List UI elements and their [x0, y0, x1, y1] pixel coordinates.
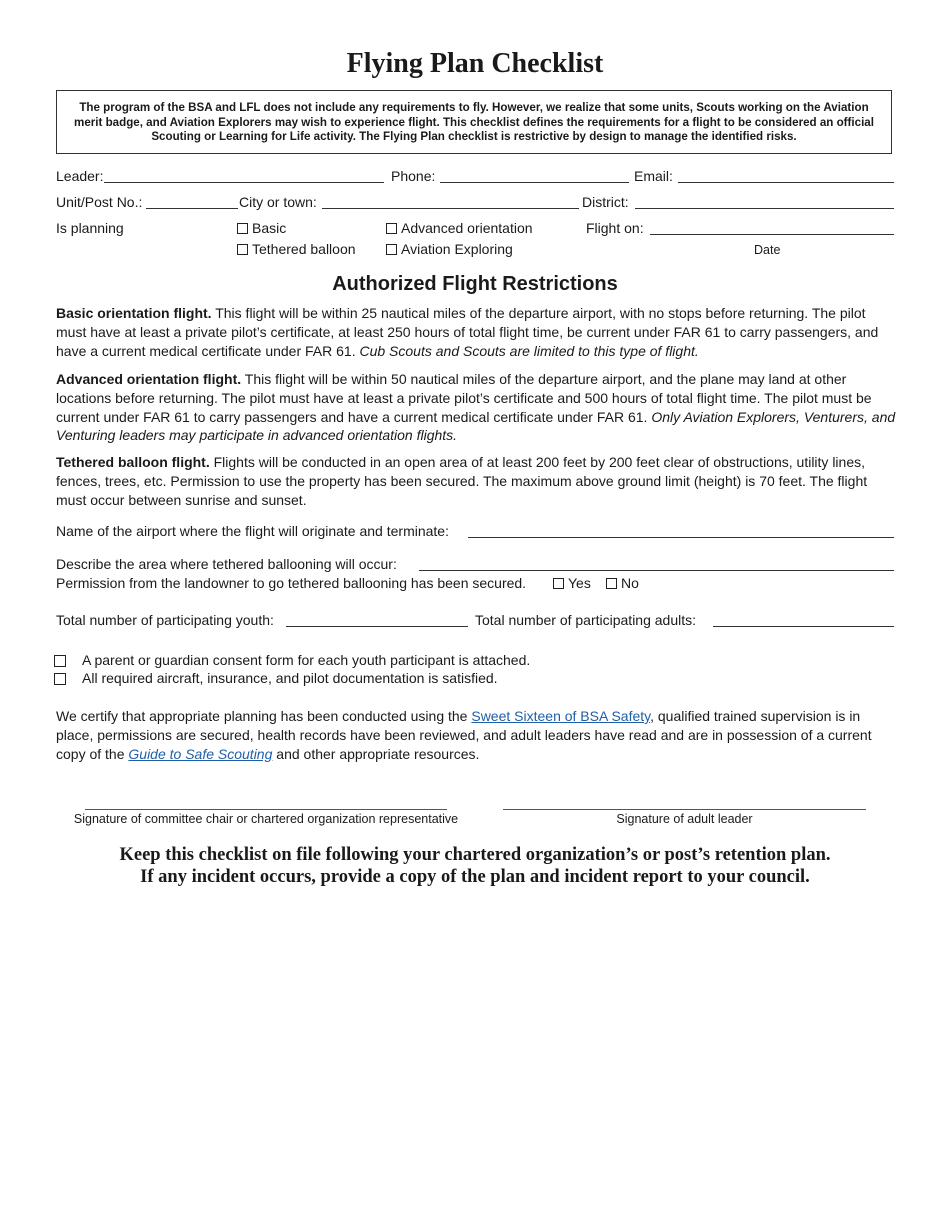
footer-note	[56, 844, 894, 888]
adults-field[interactable]	[713, 612, 894, 627]
city-label: City or town:	[239, 194, 317, 210]
committee-signature-label: Signature of committee chair or chartered organization representative	[73, 812, 459, 826]
basic-option[interactable]: Basic	[237, 220, 286, 236]
leader-label: Leader:	[56, 168, 104, 184]
contact-row	[56, 168, 894, 188]
restrictions-heading: Authorized Flight Restrictions	[332, 273, 618, 295]
totals-row	[56, 612, 894, 632]
is-planning-label: Is planning	[56, 220, 124, 236]
tethered-paragraph: Tethered balloon flight. Flights will be conducted in an open area of at least 200 feet by 200 feet clear of obstructions, utility lines, fences, trees, etc. Permission to use the property has been secured. The maximum above ground limit (height) is 70 feet. The flight must occur between sunrise and sunset.	[56, 454, 868, 508]
permission-yes[interactable]: Yes	[553, 575, 591, 591]
airport-row	[56, 523, 894, 543]
date-caption: Date	[754, 243, 781, 257]
flight-on-label: Flight on:	[586, 220, 644, 236]
planning-row	[56, 220, 894, 240]
guide-to-safe-scouting-link[interactable]: Guide to Safe Scouting	[128, 745, 273, 762]
exploring-checkbox[interactable]	[386, 244, 397, 255]
youth-label: Total number of participating youth:	[56, 612, 274, 628]
airport-label: Name of the airport where the flight will originate and terminate:	[56, 523, 449, 539]
phone-field[interactable]	[440, 168, 629, 183]
area-field[interactable]	[419, 556, 894, 571]
unit-post-label: Unit/Post No.:	[56, 194, 143, 210]
tethered-checkbox[interactable]	[237, 244, 248, 255]
leader-signature-label: Signature of adult leader	[616, 812, 753, 826]
permission-yes-checkbox[interactable]	[553, 578, 564, 589]
email-field[interactable]	[678, 168, 894, 183]
leader-field[interactable]	[104, 168, 384, 183]
area-row	[56, 556, 894, 576]
planning-row-2	[56, 241, 894, 261]
footer-line-1: Keep this checklist on file following your chartered organization’s or post’s retention plan.	[119, 845, 831, 865]
advanced-checkbox[interactable]	[386, 223, 397, 234]
exploring-option[interactable]: Aviation Exploring	[386, 241, 513, 257]
documentation-check-row	[54, 670, 892, 690]
documentation-label: All required aircraft, insurance, and pilot documentation is satisfied.	[82, 670, 498, 686]
consent-label: A parent or guardian consent form for each youth participant is attached.	[82, 652, 531, 668]
area-label: Describe the area where tethered ballooning will occur:	[56, 556, 397, 572]
district-field[interactable]	[635, 194, 894, 209]
youth-field[interactable]	[286, 612, 468, 627]
permission-no[interactable]: No	[606, 575, 639, 591]
phone-label: Phone:	[391, 168, 436, 184]
leader-signature-line[interactable]	[503, 808, 866, 810]
adults-label: Total number of participating adults:	[475, 612, 697, 628]
unit-post-field[interactable]	[146, 194, 238, 209]
airport-field[interactable]	[468, 523, 894, 538]
email-label: Email:	[634, 168, 673, 184]
advanced-paragraph: Advanced orientation flight. This flight will be within 50 nautical miles of the departure airport, and the plane may land at other locations before returning. The pilot must have at least a private pilot’s certificate and 500 hours of total flight time. The pilot must be current under FAR 61 to carry passengers and have a current medical certificate under FAR 61. Only Aviation Explorers, Venturers, and Venturing leaders may participate in advanced orientation flights.	[56, 371, 896, 444]
certification-paragraph: We certify that appropriate planning has been conducted using the Sweet Sixteen of BSA Safety, qualified trained supervision is in place, permissions are secured, health records have been reviewed, and adult leaders have read and are in possession of a current copy of the Guide to Safe Scouting and other appropriate resources.	[56, 708, 872, 762]
unit-row	[56, 194, 894, 214]
committee-signature-line[interactable]	[85, 808, 447, 810]
advanced-option[interactable]: Advanced orientation	[386, 220, 533, 236]
permission-label: Permission from the landowner to go tethered ballooning has been secured.	[56, 575, 527, 591]
district-label: District:	[582, 194, 629, 210]
basic-checkbox[interactable]	[237, 223, 248, 234]
sweet-sixteen-link[interactable]: Sweet Sixteen of BSA Safety	[471, 708, 651, 724]
basic-paragraph: Basic orientation flight. This flight will be within 25 nautical miles of the departure airport, with no stops before returning. The pilot must have at least a private pilot’s certificate, at least 250 hours of total flight time, be current under FAR 61 to carry passengers, and have a current medical certificate under FAR 61. Cub Scouts and Scouts are limited to this type of flight.	[56, 305, 879, 359]
flight-date-field[interactable]	[650, 220, 894, 235]
city-field[interactable]	[322, 194, 579, 209]
permission-no-checkbox[interactable]	[606, 578, 617, 589]
tethered-option[interactable]: Tethered balloon	[237, 241, 356, 257]
footer-line-2: If any incident occurs, provide a copy of the plan and incident report to your council.	[140, 867, 810, 887]
intro-box: The program of the BSA and LFL does not include any requirements to fly. However, we realize that some units, Scouts working on the Aviation merit badge, and Aviation Explorers may wish to experience flight. This checklist defines the requirements for a flight to be considered an official Scouting or Learning for Life activity. The Flying Plan checklist is restrictive by design to manage the identified risks.	[56, 90, 892, 154]
consent-check-row	[54, 652, 892, 672]
page-title: Flying Plan Checklist	[346, 48, 604, 79]
consent-checkbox[interactable]	[54, 655, 66, 667]
permission-row	[56, 575, 894, 595]
documentation-checkbox[interactable]	[54, 673, 66, 685]
